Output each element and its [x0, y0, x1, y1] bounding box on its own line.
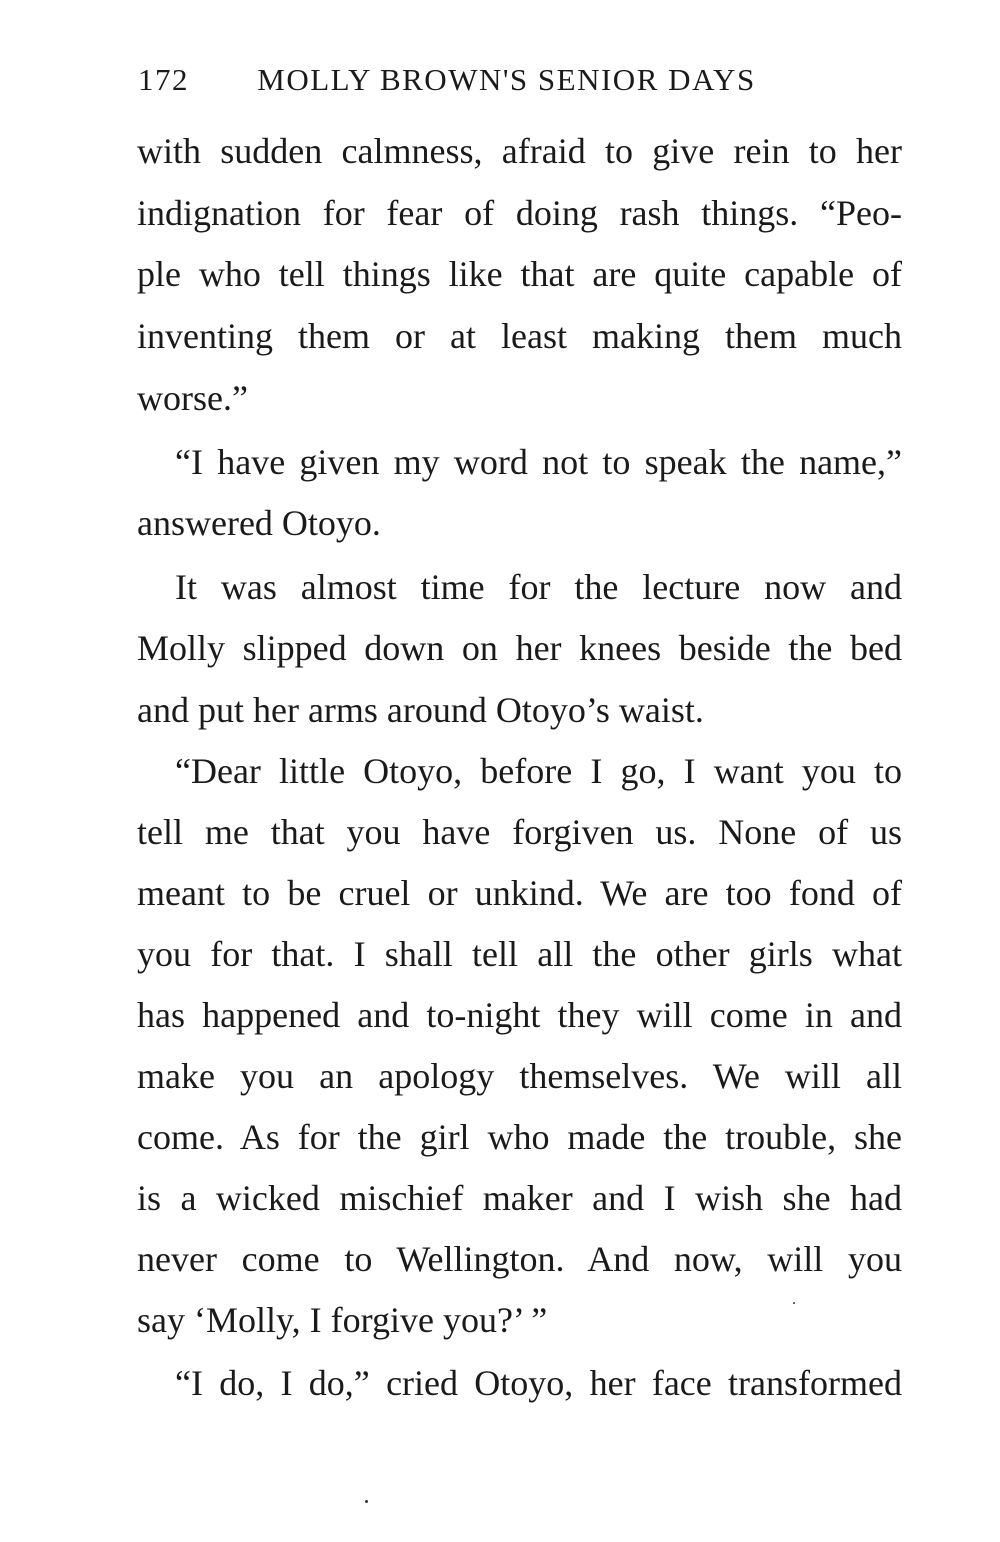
page-number: 172 [138, 62, 189, 97]
text-line: with sudden calmness, afraid to give rein to her [137, 131, 902, 171]
text-line: you for that. I shall tell all the other girls what [137, 934, 902, 974]
text-line: indignation for fear of doing rash things. “Peo- [137, 193, 902, 233]
running-head [138, 62, 898, 106]
text-line: meant to be cruel or unkind. We are too fond of [137, 873, 902, 913]
print-speck [365, 1500, 368, 1503]
text-line: is a wicked mischief maker and I wish she had [137, 1178, 902, 1218]
text-line: Molly slipped down on her knees beside the bed [137, 628, 902, 668]
text-line: It was almost time for the lecture now and [175, 567, 902, 607]
text-line: “Dear little Otoyo, before I go, I want you to [175, 751, 902, 791]
text-line: never come to Wellington. And now, will you [137, 1239, 902, 1279]
text-line: has happened and to-night they will come in and [137, 995, 902, 1035]
text-line: and put her arms around Otoyo’s waist. [137, 690, 704, 730]
text-line: tell me that you have forgiven us. None of us [137, 812, 902, 852]
text-line: worse.” [137, 378, 248, 418]
text-line: “I have given my word not to speak the name,” [175, 442, 902, 482]
text-line: come. As for the girl who made the trouble, she [137, 1117, 902, 1157]
text-line: ple who tell things like that are quite capable of [137, 254, 902, 294]
text-line: say ‘Molly, I forgive you?’ ” [137, 1300, 548, 1340]
text-line: make you an apology themselves. We will all [137, 1056, 902, 1096]
text-line: inventing them or at least making them much [137, 316, 902, 356]
print-speck [793, 1302, 795, 1304]
text-line: answered Otoyo. [137, 503, 381, 543]
text-line: “I do, I do,” cried Otoyo, her face transformed [175, 1363, 902, 1403]
running-title: MOLLY BROWN'S SENIOR DAYS [257, 62, 756, 97]
